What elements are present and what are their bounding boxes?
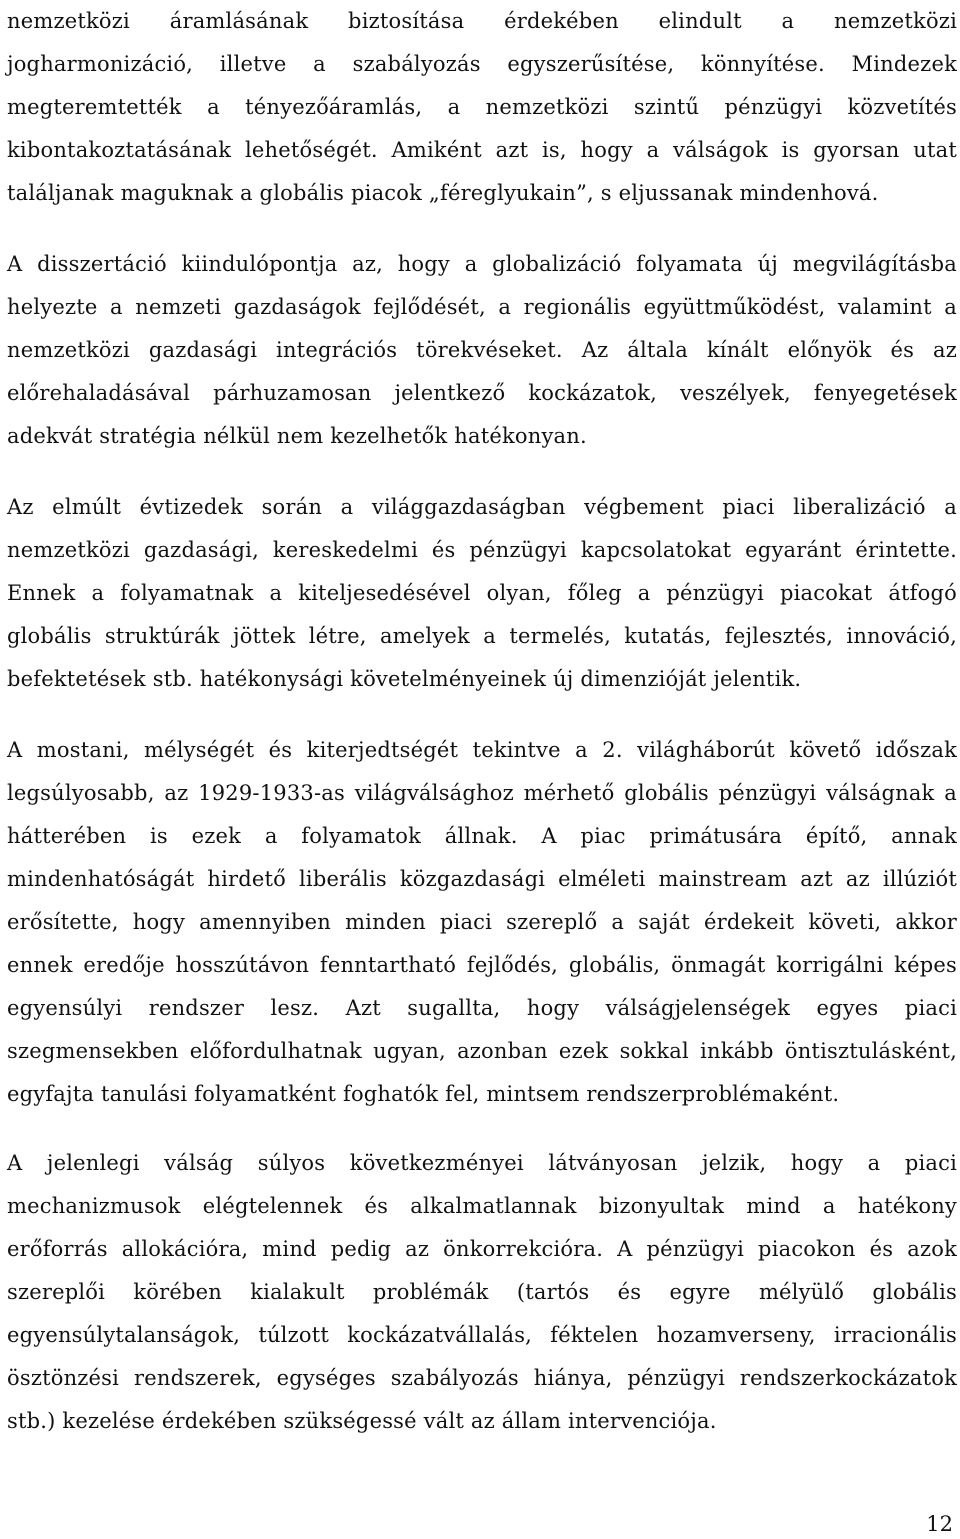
text-line: mechanizmusok elégtelennek és alkalmatlannak bizonyultak mind a hatékony	[7, 1194, 957, 1218]
text-line: találjanak maguknak a globális piacok „féreglyukain”, s eljussanak mindenhová.	[7, 181, 879, 205]
document-page	[7, 0, 957, 1443]
paragraph-1	[7, 0, 957, 215]
text-line: ennek eredője hosszútávon fenntartható fejlődés, globális, önmagát korrigálni képes	[7, 953, 957, 977]
paragraph-spacer	[7, 701, 957, 729]
text-line: jogharmonizáció, illetve a szabályozás egyszerűsítése, könnyítése. Mindezek	[7, 52, 957, 76]
text-line: stb.) kezelése érdekében szükségessé vált az állam intervenciója.	[7, 1409, 717, 1433]
paragraph-spacer	[7, 215, 957, 243]
text-line: globális struktúrák jöttek létre, amelyek a termelés, kutatás, fejlesztés, innováció,	[7, 624, 957, 648]
paragraph-spacer	[7, 458, 957, 486]
paragraph-spacer	[7, 1116, 957, 1142]
paragraph-4	[7, 729, 957, 1116]
text-line: helyezte a nemzeti gazdaságok fejlődését, a regionális együttműködést, valamint a	[7, 295, 957, 319]
text-line: szegmensekben előfordulhatnak ugyan, azonban ezek sokkal inkább öntisztulásként,	[7, 1039, 957, 1063]
text-line: kibontakoztatásának lehetőségét. Amiként azt is, hogy a válságok is gyorsan utat	[7, 138, 957, 162]
text-line: A jelenlegi válság súlyos következményei látványosan jelzik, hogy a piaci	[7, 1151, 957, 1175]
text-line: előrehaladásával párhuzamosan jelentkező kockázatok, veszélyek, fenyegetések	[7, 381, 957, 405]
paragraph-5	[7, 1142, 957, 1443]
paragraph-3	[7, 486, 957, 701]
text-line: befektetések stb. hatékonysági követelményeinek új dimenzióját jelentik.	[7, 667, 802, 691]
text-line: legsúlyosabb, az 1929-1933-as világválsághoz mérhető globális pénzügyi válságnak a	[7, 781, 957, 805]
text-line: adekvát stratégia nélkül nem kezelhetők hatékonyan.	[7, 424, 587, 448]
text-line: egyensúlytalanságok, túlzott kockázatvállalás, féktelen hozamverseny, irracionális	[7, 1323, 957, 1347]
text-line: nemzetközi gazdasági integrációs törekvéseket. Az általa kínált előnyök és az	[7, 338, 957, 362]
text-line: nemzetközi gazdasági, kereskedelmi és pénzügyi kapcsolatokat egyaránt érintette.	[7, 538, 957, 562]
text-line: szereplői körében kialakult problémák (tartós és egyre mélyülő globális	[7, 1280, 957, 1304]
text-line: hátterében is ezek a folyamatok állnak. A piac primátusára építő, annak	[7, 824, 957, 848]
text-line: erősítette, hogy amennyiben minden piaci szereplő a saját érdekeit követi, akkor	[7, 910, 957, 934]
page-number: 12	[926, 1512, 953, 1536]
text-line: egyfajta tanulási folyamatként foghatók fel, mintsem rendszerproblémaként.	[7, 1082, 840, 1106]
paragraph-2	[7, 243, 957, 458]
text-line: megteremtették a tényezőáramlás, a nemzetközi szintű pénzügyi közvetítés	[7, 95, 957, 119]
text-line: mindenhatóságát hirdető liberális közgazdasági elméleti mainstream azt az illúziót	[7, 867, 957, 891]
text-line: ösztönzési rendszerek, egységes szabályozás hiánya, pénzügyi rendszerkockázatok	[7, 1366, 957, 1390]
text-line: erőforrás allokációra, mind pedig az önkorrekcióra. A pénzügyi piacokon és azok	[7, 1237, 957, 1261]
text-line: Ennek a folyamatnak a kiteljesedésével olyan, főleg a pénzügyi piacokat átfogó	[7, 581, 957, 605]
text-line: egyensúlyi rendszer lesz. Azt sugallta, hogy válságjelenségek egyes piaci	[7, 996, 957, 1020]
text-line: Az elmúlt évtizedek során a világgazdaságban végbement piaci liberalizáció a	[7, 495, 957, 519]
text-line: nemzetközi áramlásának biztosítása érdekében elindult a nemzetközi	[7, 9, 957, 33]
text-line: A disszertáció kiindulópontja az, hogy a globalizáció folyamata új megvilágításba	[7, 252, 957, 276]
text-line: A mostani, mélységét és kiterjedtségét tekintve a 2. világháborút követő időszak	[7, 738, 957, 762]
